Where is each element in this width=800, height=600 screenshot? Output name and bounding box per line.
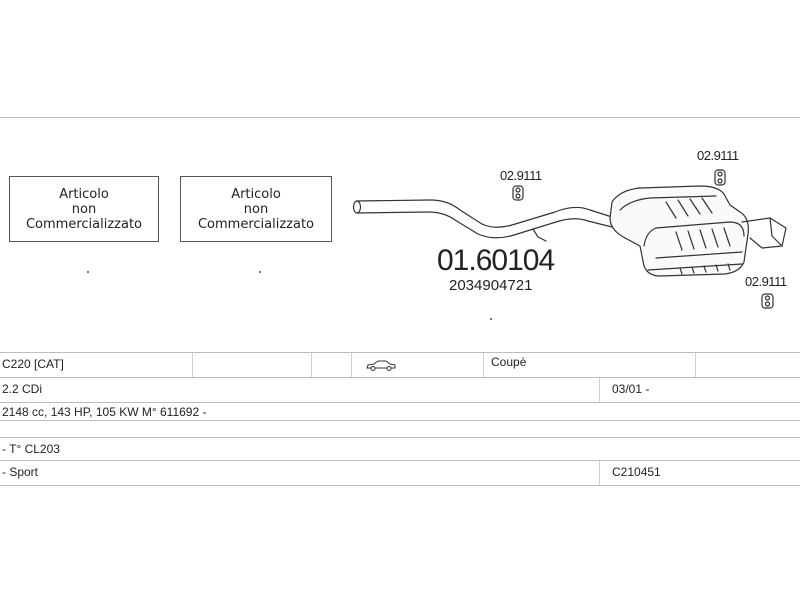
- exhaust-pipe: [354, 200, 613, 241]
- clamp-left-label: 02.9111: [500, 168, 542, 183]
- car-coupe-icon: [365, 358, 397, 375]
- row1-sep-4: [483, 353, 484, 377]
- oem-part-number: 2034904721: [449, 277, 533, 294]
- row1-sep-2: [311, 353, 312, 377]
- table-line-4: [0, 420, 800, 421]
- box-1-line-1: Articolo: [59, 186, 109, 202]
- clamp-top-right-label: 02.9111: [697, 148, 739, 163]
- rear-muffler: [610, 186, 786, 276]
- box-1-line-2: non: [71, 201, 97, 217]
- row1-sep-3: [351, 353, 352, 377]
- body-type-cell: Coupè: [491, 355, 527, 369]
- table-line-5: [0, 437, 800, 438]
- table-line-3: [0, 402, 800, 403]
- clamp-bottom-right-label: 02.9111: [745, 274, 787, 289]
- row2-sep: [599, 378, 600, 402]
- date-cell: 03/01 -: [612, 382, 650, 396]
- row1-sep-1: [192, 353, 193, 377]
- row5-sep: [599, 461, 600, 485]
- table-line-7: [0, 485, 800, 486]
- box-2-line-3: Commercializzato: [197, 216, 315, 232]
- box-2-line-2: non: [243, 201, 269, 217]
- variant-cell: - Sport: [2, 465, 39, 479]
- table-line-1: [0, 352, 800, 353]
- code-cell: C210451: [612, 465, 661, 479]
- main-part-number: 01.60104: [437, 244, 555, 277]
- clamp-top-right-icon: [715, 170, 725, 185]
- part-dot: [490, 318, 492, 320]
- table-line-6: [0, 460, 800, 461]
- spec-cell: 2148 cc, 143 HP, 105 KW M° 611692 -: [2, 405, 207, 419]
- clamp-bottom-right-icon: [762, 294, 773, 308]
- table-line-2: [0, 377, 800, 378]
- type-cell: - T° CL203: [2, 442, 60, 456]
- clamp-left-icon: [513, 186, 523, 200]
- box-1-line-3: Commercializzato: [25, 216, 143, 232]
- box-2-line-1: Articolo: [231, 186, 281, 202]
- engine-cell: 2.2 CDi: [2, 382, 43, 396]
- row1-sep-5: [695, 353, 696, 377]
- model-cell: C220 [CAT]: [2, 357, 64, 371]
